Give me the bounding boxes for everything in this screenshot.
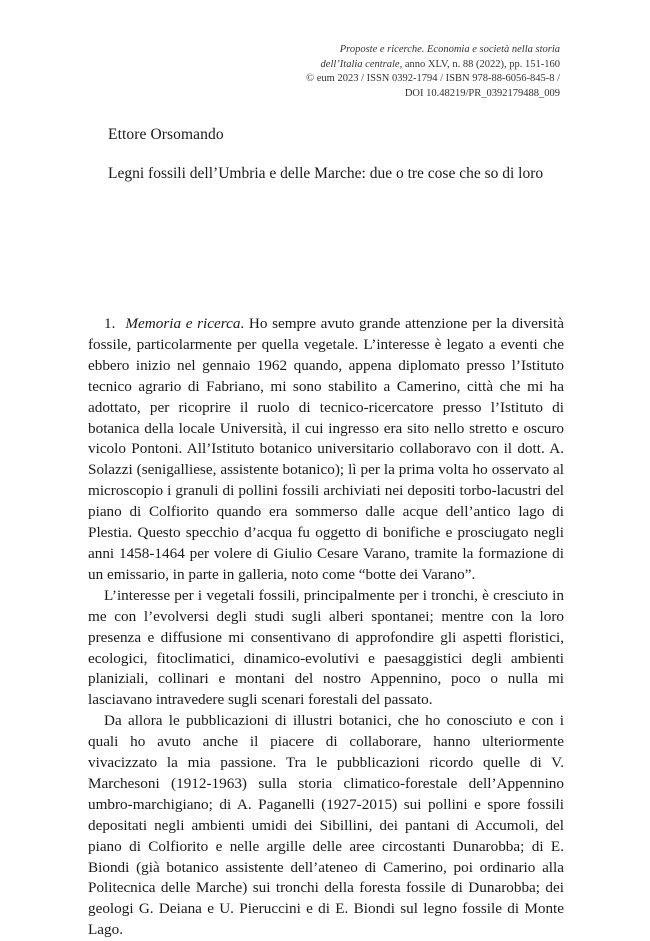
- citation-volume: anno XLV, n. 88 (2022), pp. 151-160: [402, 58, 560, 70]
- section-heading-punct: .: [240, 315, 245, 332]
- article-body: [88, 314, 564, 941]
- section-heading: Memoria e ricerca: [125, 315, 241, 332]
- paragraph-1: [88, 314, 564, 586]
- citation-doi-line: DOI 10.48219/PR_0392179488_009: [404, 87, 560, 99]
- journal-citation: [230, 43, 560, 101]
- paragraph-2: L’interesse per i vegetali fossili, principalmente per i tronchi, è cresciuto in me con l’evolversi degli studi sugli alberi spontanei; mentre con la loro presenza e diffusione mi consentivano di approfondire gli aspetti floristici, ecologici, fitoclimatici, dinamico-evolutivi e paesaggistici degli ambienti planiziali, collinari e montani del nostro Appennino, poco o nulla mi lasciavano intravedere sugli scenari forestali del passato.: [88, 586, 564, 709]
- citation-isbn-line: © eum 2023 / ISSN 0392-1794 / ISBN 978-88-6056-845-8 /: [306, 73, 560, 84]
- citation-journal-line: Proposte e ricerche. Economia e società nella storia: [339, 44, 560, 55]
- article-title: Legni fossili dell’Umbria e delle Marche: due o tre cose che so di loro: [108, 165, 544, 182]
- citation-journal-line-2: dell’Italia centrale,: [320, 58, 403, 70]
- paragraph-3: Da allora le pubblicazioni di illustri botanici, che ho conosciuto e con i quali ho avuto anche il piacere di collaborare, hanno ulteriormente vivacizzato la mia passione. Tra le pubblicazioni ricordo quelle di V. Marchesoni (1912-1963) sulla storia climatico-forestale dell’Appennino umbro-marchigiano; di A. Paganelli (1927-2015) sui pollini e spore fossili depositati negli ambienti umidi dei Sibillini, dei pantani di Accumoli, del piano di Colfiorito e nelle argille delle aree circostanti Dunarobba; di E. Biondi (già botanico assistente dell’ateneo di Camerino, poi ordinario alla Politecnica delle Marche) sui tronchi della foresta fossile di Dunarobba; dei geologi G. Deiana e U. Pieruccini e di E. Biondi sul legno fossile di Monte Lago.: [88, 712, 564, 939]
- citation-issue-line: [230, 58, 560, 73]
- article-author: Ettore Orsomando: [108, 126, 224, 143]
- paragraph-1-text: Ho sempre avuto grande attenzione per la diversità fossile, particolarmente per quella vegetale. L’interesse è legato a eventi che ebbero inizio nel gennaio 1962 quando, appena diplomato presso l’Istituto tecnico agrario di Fabriano, mi sono stabilito a Camerino, città che mi ha adottato, per ricoprire il ruolo di tecnico-ricercatore presso l’Istituto di botanica della locale Università, il cui ingresso era sito nello stretto e oscuro vicolo Pontoni. All’Istituto botanico universitario collaboravo con il dott. A. Solazzi (senigalliese, assistente botanico); lì per la prima volta ho osservato al microscopio i granuli di pollini fossili archiviati nei depositi torbo-lacustri del piano di Colfiorito quando era sommerso dalle acque dell’antico lago di Plestia. Questo specchio d’acqua fu oggetto di bonifiche e prosciugato negli anni 1458-1464 per volere di Giulio Cesare Varano, tramite la formazione di un emissario, in parte in galleria, noto come “botte dei Varano”.: [88, 315, 564, 583]
- section-number: 1.: [104, 315, 116, 332]
